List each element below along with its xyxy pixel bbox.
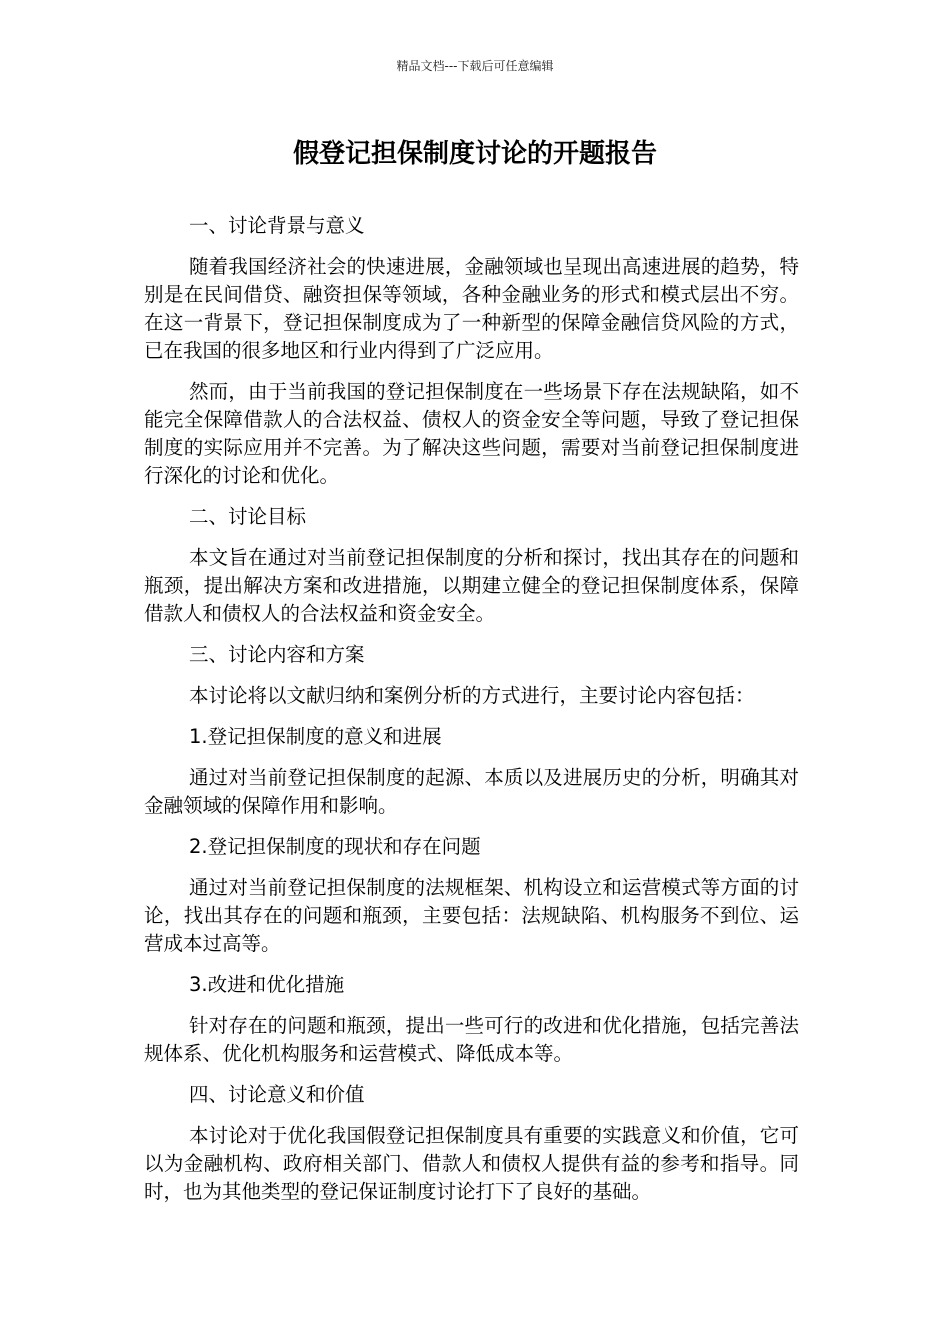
body-paragraph: 通过对当前登记担保制度的法规框架、机构设立和运营模式等方面的讨论，找出其存在的问题和瓶颈，主要包括：法规缺陷、机构服务不到位、运营成本过高等。 xyxy=(144,876,799,955)
section-heading-background: 一、讨论背景与意义 xyxy=(189,214,365,237)
subsection-heading-1: 1.登记担保制度的意义和进展 xyxy=(189,725,442,748)
body-paragraph: 通过对当前登记担保制度的起源、本质以及进展历史的分析，明确其对金融领域的保障作用和影响。 xyxy=(144,766,799,817)
body-paragraph: 然而，由于当前我国的登记担保制度在一些场景下存在法规缺陷，如不能完全保障借款人的合法权益、债权人的资金安全等问题，导致了登记担保制度的实际应用并不完善。为了解决这些问题，需要对当前登记担保制度进行深化的讨论和优化。 xyxy=(144,380,799,487)
subsection-heading-3: 3.改进和优化措施 xyxy=(189,973,345,996)
body-paragraph: 针对存在的问题和瓶颈，提出一些可行的改进和优化措施，包括完善法规体系、优化机构服务和运营模式、降低成本等。 xyxy=(144,1014,799,1065)
body-paragraph: 本讨论将以文献归纳和案例分析的方式进行，主要讨论内容包括： xyxy=(189,684,755,707)
section-heading-significance: 四、讨论意义和价值 xyxy=(189,1083,365,1106)
document-body xyxy=(144,212,799,1219)
section-heading-goals: 二、讨论目标 xyxy=(189,505,307,528)
subsection-heading-2: 2.登记担保制度的现状和存在问题 xyxy=(189,835,481,858)
header-note: 精品文档---下载后可任意编辑 xyxy=(396,59,554,73)
body-paragraph: 本文旨在通过对当前登记担保制度的分析和探讨，找出其存在的问题和瓶颈，提出解决方案和改进措施，以期建立健全的登记担保制度体系，保障借款人和债权人的合法权益和资金安全。 xyxy=(144,546,799,625)
document-title: 假登记担保制度讨论的开题报告 xyxy=(292,139,657,169)
body-paragraph: 随着我国经济社会的快速进展，金融领域也呈现出高速进展的趋势，特别是在民间借贷、融资担保等领域，各种金融业务的形式和模式层出不穷。在这一背景下，登记担保制度成为了一种新型的保障金融信贷风险的方式，已在我国的很多地区和行业内得到了广泛应用。 xyxy=(144,255,799,362)
section-heading-content-plan: 三、讨论内容和方案 xyxy=(189,643,365,666)
body-paragraph: 本讨论对于优化我国假登记担保制度具有重要的实践意义和价值，它可以为金融机构、政府相关部门、借款人和债权人提供有益的参考和指导。同时，也为其他类型的登记保证制度讨论打下了良好的基础。 xyxy=(144,1124,799,1203)
